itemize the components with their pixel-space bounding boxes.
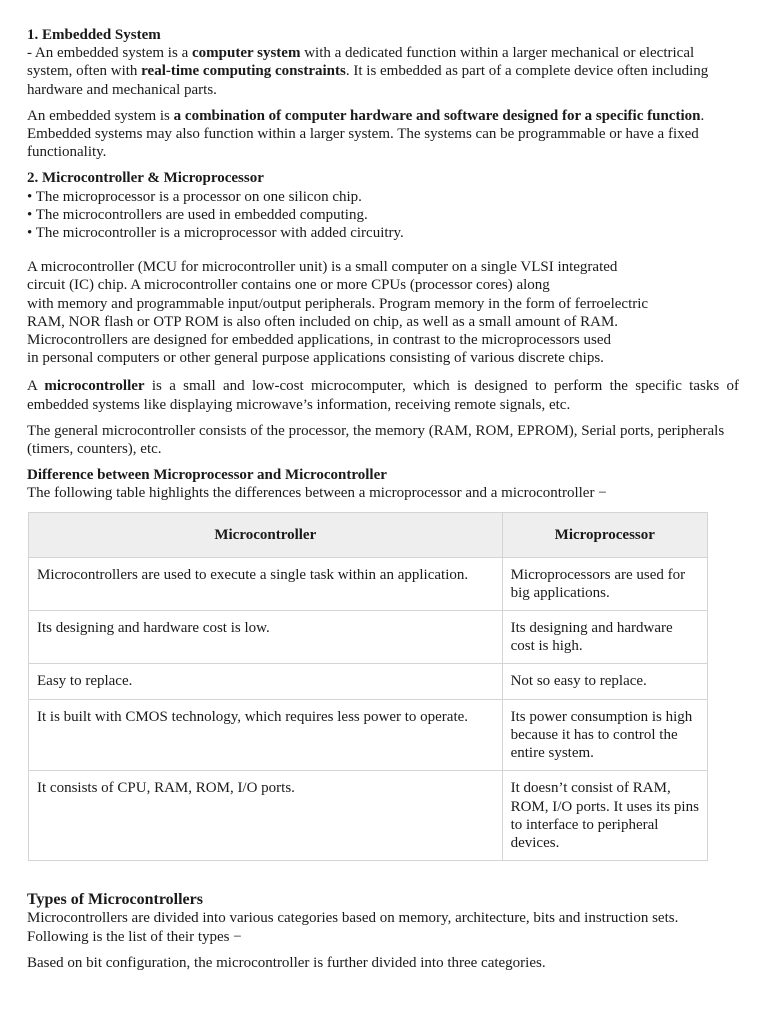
table-cell: It consists of CPU, RAM, ROM, I/O ports. xyxy=(29,771,503,861)
comparison-table xyxy=(28,512,708,861)
table-cell: Not so easy to replace. xyxy=(502,664,707,699)
list-item: • The microcontrollers are used in embedded computing. xyxy=(27,206,368,223)
difference-heading: Difference between Microprocessor and Microcontroller xyxy=(27,467,387,484)
table-row xyxy=(29,699,708,771)
bullet-list xyxy=(27,188,739,243)
types-paragraph-1: Microcontrollers are divided into various categories based on memory, architecture, bits and instruction sets. Following is the list of their types − xyxy=(27,910,679,945)
table-row xyxy=(29,611,708,664)
table-cell: Its designing and hardware cost is high. xyxy=(502,611,707,664)
table-header-row xyxy=(29,512,708,557)
difference-intro: The following table highlights the differences between a microprocessor and a microcontroller − xyxy=(27,485,607,502)
text-line: RAM, NOR flash or OTP ROM is also often included on chip, as well as a small amount of RAM. xyxy=(27,313,619,330)
table-row xyxy=(29,664,708,699)
table-cell: Easy to replace. xyxy=(29,664,503,699)
bold-term-real-time: real-time computing constraints xyxy=(141,63,346,80)
mcu-paragraph xyxy=(27,258,739,367)
text-line: in personal computers or other general purpose applications consisting of various discrete chips. xyxy=(27,350,604,367)
table-cell: It is built with CMOS technology, which requires less power to operate. xyxy=(29,699,503,771)
list-item: • The microcontroller is a microprocessor with added circuitry. xyxy=(27,225,404,242)
text-run: with a dedicated function within a larger mechanical or electrical system, often with xyxy=(27,45,695,80)
section-heading-mcu-mpu: 2. Microcontroller & Microprocessor xyxy=(27,170,264,187)
types-paragraph-2: Based on bit configuration, the microcontroller is further divided into three categories. xyxy=(27,954,546,971)
text-line: with memory and programmable input/output peripherals. Program memory in the form of ferroelectric xyxy=(27,295,649,312)
text-run: . It is embedded as part of a complete device often including hardware and mechanical parts. xyxy=(27,63,709,98)
table-cell: Microcontrollers are used to execute a single task within an application. xyxy=(29,557,503,610)
text-line: circuit (IC) chip. A microcontroller contains one or more CPUs (processor cores) along xyxy=(27,277,550,294)
text-line: A microcontroller (MCU for microcontroller unit) is a small computer on a single VLSI integrated xyxy=(27,259,618,276)
text-run: A xyxy=(27,378,45,395)
text-run: - An embedded system is a xyxy=(27,45,192,62)
table-cell: It doesn’t consist of RAM, ROM, I/O ports. It uses its pins to interface to peripheral devices. xyxy=(502,771,707,861)
text-run: . Embedded systems may also function within a larger system. The systems can be programmable or have a fixed functionality. xyxy=(27,107,705,161)
column-header-microprocessor: Microprocessor xyxy=(502,512,707,557)
text-run: is a small and low-cost microcomputer, which is designed to perform the specific tasks of embedded systems like displaying microwave’s information, receiving remote signals, etc. xyxy=(27,378,739,413)
table-row xyxy=(29,771,708,861)
document-page xyxy=(27,26,739,972)
embedded-system-paragraph-1 xyxy=(27,44,739,99)
embedded-system-paragraph-2 xyxy=(27,107,739,162)
table-row xyxy=(29,557,708,610)
list-item: • The microprocessor is a processor on one silicon chip. xyxy=(27,188,362,205)
types-heading: Types of Microcontrollers xyxy=(27,891,203,909)
table-cell: Its power consumption is high because it has to control the entire system. xyxy=(502,699,707,771)
text-run: An embedded system is xyxy=(27,107,174,124)
mcu-definition-paragraph xyxy=(27,377,739,413)
general-mcu-paragraph: The general microcontroller consists of the processor, the memory (RAM, ROM, EPROM), Serial ports, peripherals (timers, counters), etc. xyxy=(27,422,725,458)
section-heading-embedded-system: 1. Embedded System xyxy=(27,27,161,43)
text-line: Microcontrollers are designed for embedded applications, in contrast to the microprocessors used xyxy=(27,332,611,349)
table-cell: Its designing and hardware cost is low. xyxy=(29,611,503,664)
column-header-microcontroller: Microcontroller xyxy=(29,512,503,557)
bold-definition: a combination of computer hardware and software designed for a specific function xyxy=(173,107,701,124)
bold-term-computer-system: computer system xyxy=(191,45,301,62)
bold-term-microcontroller: microcontroller xyxy=(44,378,145,395)
table-cell: Microprocessors are used for big applications. xyxy=(502,557,707,610)
